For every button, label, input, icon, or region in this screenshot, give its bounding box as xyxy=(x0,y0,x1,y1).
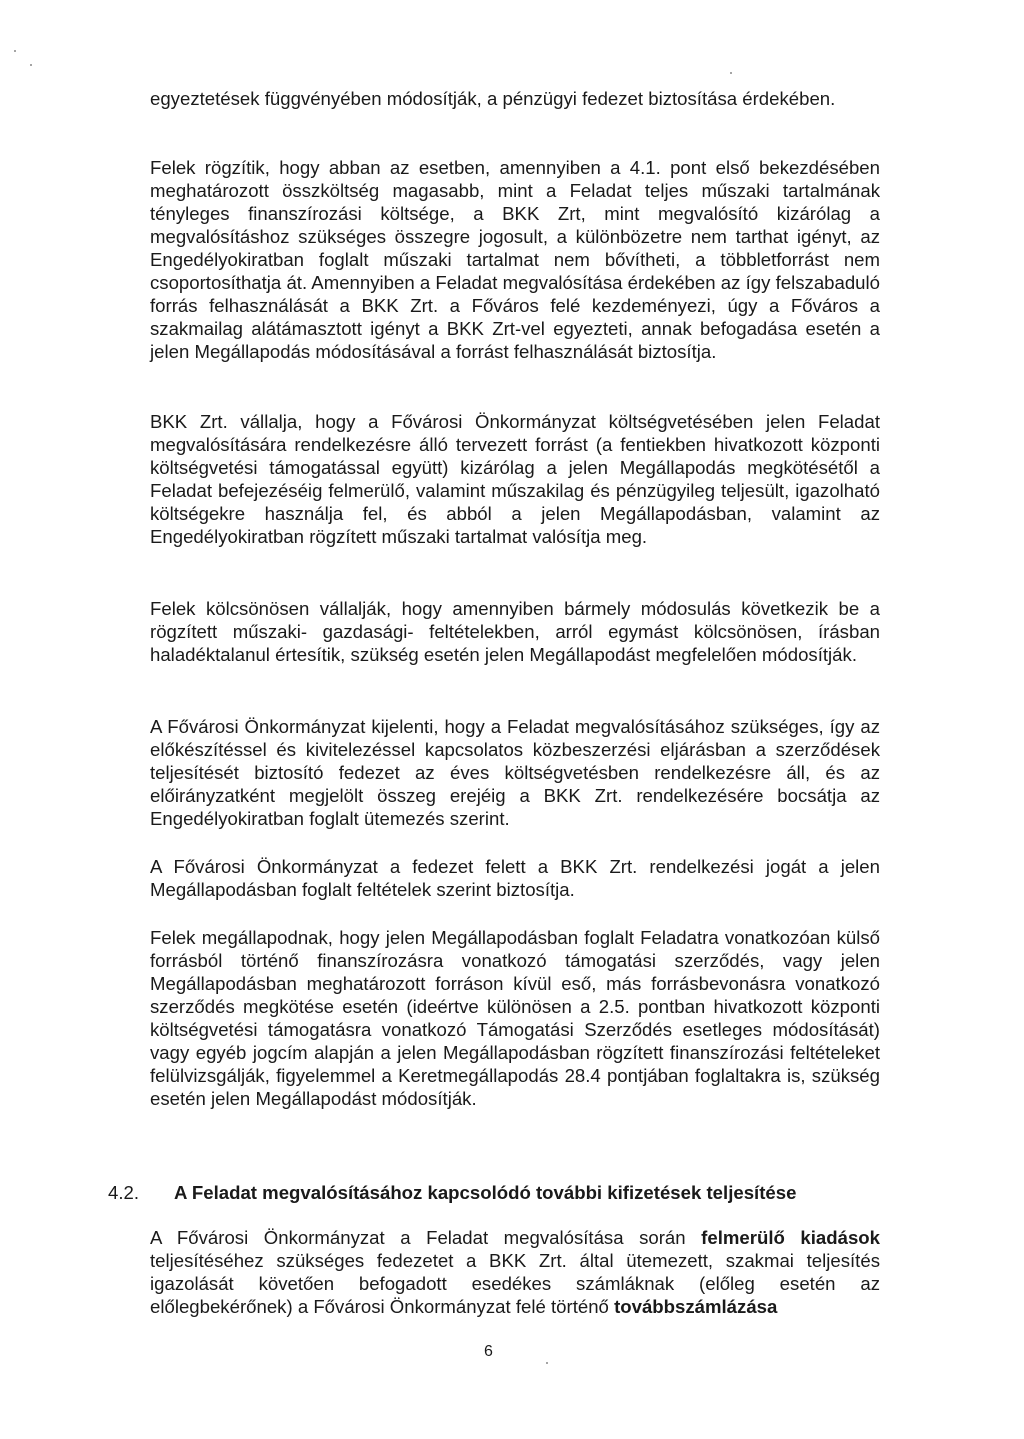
paragraph-further-payments xyxy=(150,1226,880,1318)
paragraph-bkk-commitment: BKK Zrt. vállalja, hogy a Fővárosi Önkormányzat költségvetésében jelen Feladat megvalósítására rendelkezésre álló tervezett forrást (a fentiekben hivatkozott központi költségvetési támogatással együtt) kizárólag a jelen Megállapodás megkötésétől a Feladat befejezéséig felmerülő, valamint műszakilag és pénzügyileg teljesült, igazolható költségekre használja fel, és abból a jelen Megállapodásban, valamint az Engedélyokiratban rögzített műszaki tartalmat valósítja meg. xyxy=(150,411,880,547)
scan-speck xyxy=(14,50,16,52)
scan-speck xyxy=(730,72,732,74)
paragraph-mutual-notification: Felek kölcsönösen vállalják, hogy amennyiben bármely módosulás következik be a rögzített műszaki- gazdasági- feltételekben, arról egymást kölcsönösen, írásban haladéktalanul értesítik, szükség esetén jelen Megállapodást megfelelően módosítják. xyxy=(150,598,880,665)
section-title: A Feladat megvalósításához kapcsolódó további kifizetések teljesítése xyxy=(174,1182,797,1203)
paragraph-continuation: egyeztetések függvényében módosítják, a pénzügyi fedezet biztosítása érdekében. xyxy=(150,88,836,109)
paragraph-disposal-right: A Fővárosi Önkormányzat a fedezet felett a BKK Zrt. rendelkezési jogát a jelen Megállapodásban foglalt feltételek szerint biztosítja. xyxy=(150,856,880,900)
scan-speck xyxy=(30,64,32,66)
paragraph-external-funding: Felek megállapodnak, hogy jelen Megállapodásban foglalt Feladatra vonatkozóan külső forrásból történő finanszírozásra vonatkozó támogatási szerződés, vagy jelen Megállapodásban meghatározott forráson kívül eső, más forrásbevonásra vonatkozó szerződés megkötése esetén (ideértve különösen a 2.5. pontban hivatkozott központi költségvetési támogatásra vonatkozó Támogatási Szerződés esetleges módosítását) vagy egyéb jogcím alapján a jelen Megállapodásban rögzített finanszírozási feltételeket felülvizsgálják, figyelemmel a Keretmegállapodás 28.4 pontjában foglaltakra is, szükség esetén jelen Megállapodást módosítják. xyxy=(150,927,880,1109)
paragraph-cost-difference: Felek rögzítik, hogy abban az esetben, amennyiben a 4.1. pont első bekezdésében meghatározott összköltség magasabb, mint a Feladat teljes műszaki tartalmának tényleges finanszírozási költsége, a BKK Zrt, mint megvalósító kizárólag a megvalósításhoz szükséges összegre jogosult, a különbözetre nem tarthat igényt, az Engedélyokiratban foglalt műszaki tartalmat nem bővítheti, a többletforrást nem csoportosíthatja át. Amennyiben a Feladat megvalósítása érdekében az így felszabaduló forrás felhasználását a BKK Zrt. a Főváros felé kezdeményezi, úgy a Főváros a szakmailag alátámasztott igényt a BKK Zrt-vel egyezteti, annak befogadása esetén a jelen Megállapodás módosításával a forrást felhasználását biztosítja. xyxy=(150,157,880,362)
section-number: 4.2. xyxy=(108,1182,140,1203)
scan-speck xyxy=(546,1362,548,1364)
paragraph-funding-declaration: A Fővárosi Önkormányzat kijelenti, hogy a Feladat megvalósításához szükséges, így az előkészítéssel és kivitelezéssel kapcsolatos közbeszerzési eljárásban a szerződések teljesítését biztosító fedezet az éves költségvetésben rendelkezésre áll, és az előirányzatként megjelölt összeg erejéig a BKK Zrt. rendelkezésére bocsátja az Engedélyokiratban foglalt ütemezés szerint. xyxy=(150,716,880,829)
page-number: 6 xyxy=(484,1343,493,1360)
paragraph-text-part: A Fővárosi Önkormányzat a Feladat megvalósítása során xyxy=(150,1227,702,1248)
paragraph-bold-text: továbbszámlázása xyxy=(614,1296,778,1317)
paragraph-text-part: teljesítéséhez szükséges fedezetet a BKK Zrt. által ütemezett, szakmai teljesítés igazolását követően befogadott esedékes számláknak (előleg esetén az előlegbekérőnek) a Fővárosi Önkormányzat felé történő xyxy=(150,1250,880,1317)
paragraph-bold-text: felmerülő kiadások xyxy=(701,1227,880,1248)
